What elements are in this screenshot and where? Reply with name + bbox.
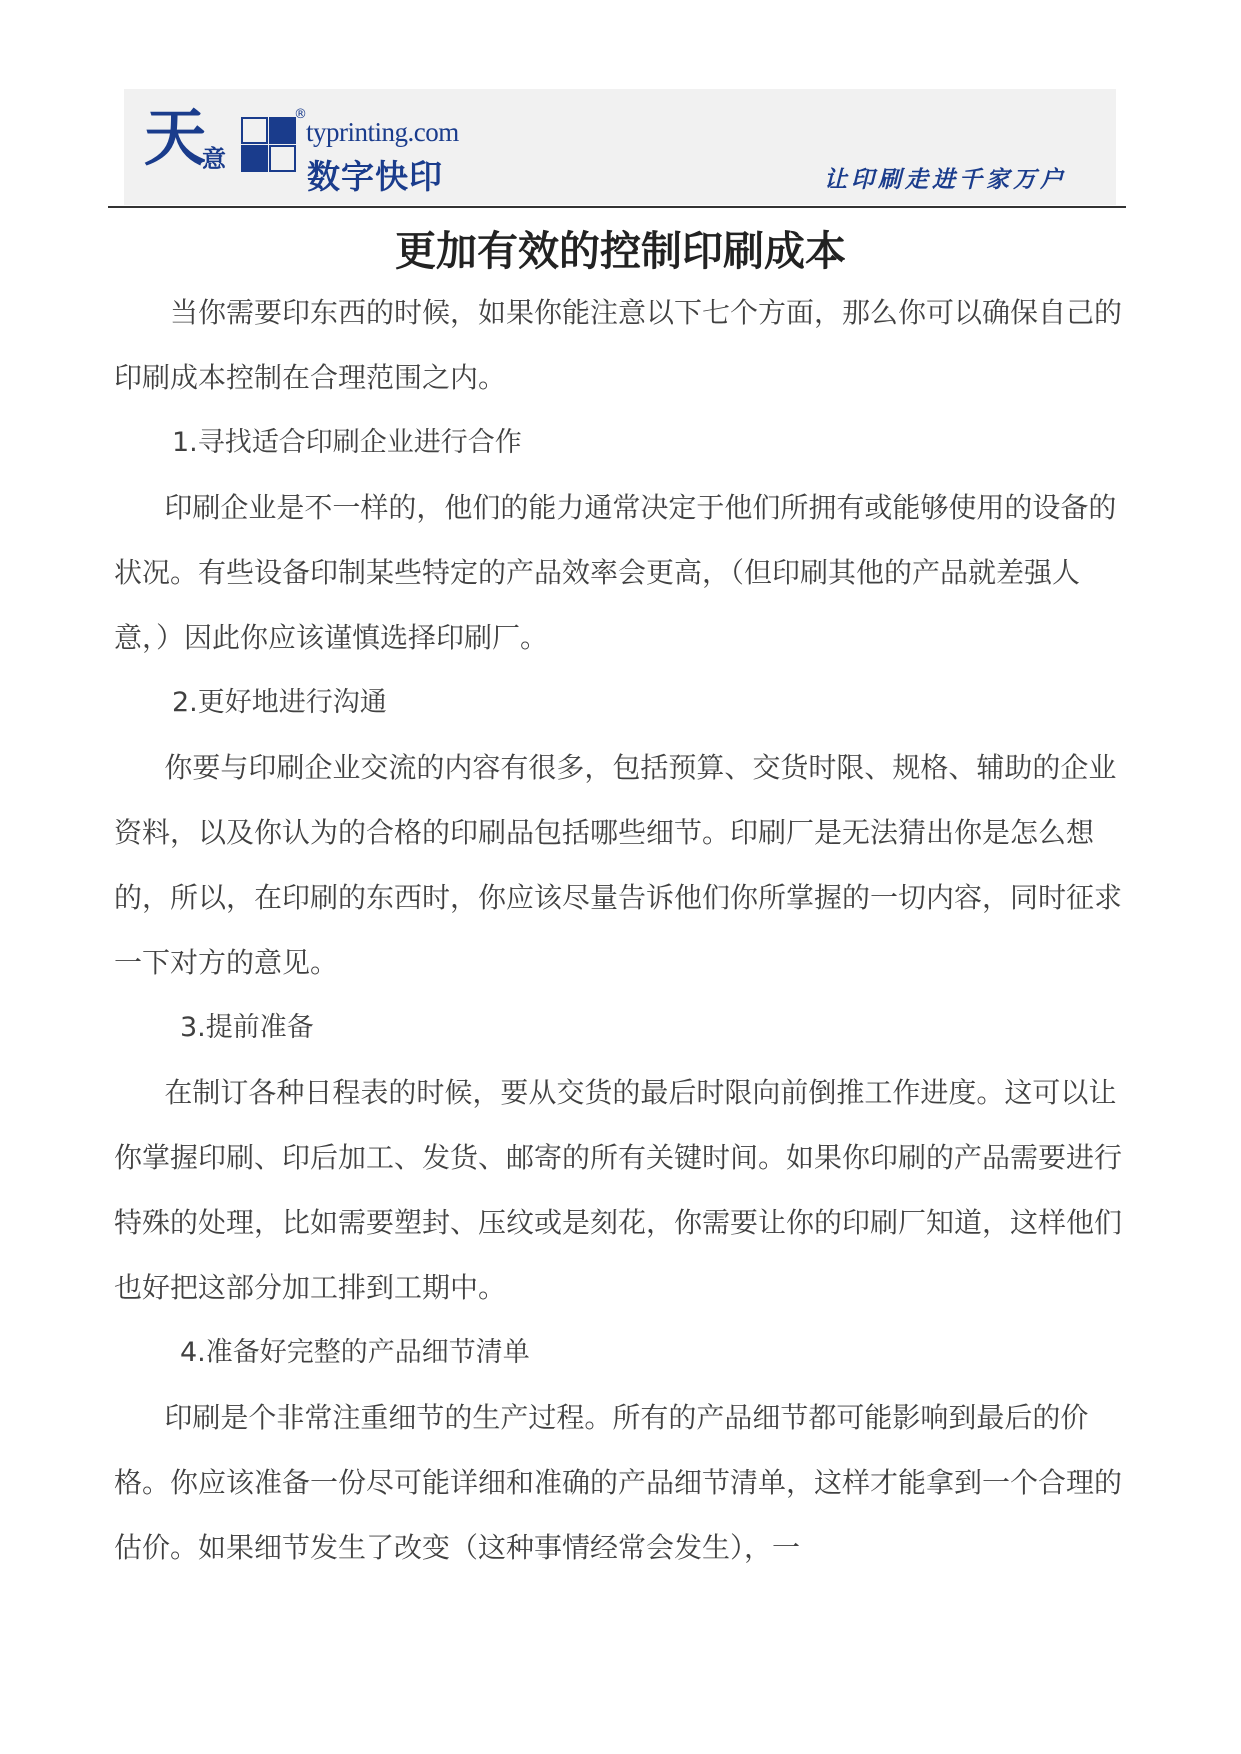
intro-paragraph: 当你需要印东西的时候，如果你能注意以下七个方面，那么你可以确保自己的印刷成本控制在合理范围之内。 [114,296,1123,394]
section-heading-2: 2.更好地进行沟通 [172,687,387,718]
logo-char-tian: 天 [144,101,207,174]
section-heading-4: 4.准备好完整的产品细节清单 [180,1337,530,1368]
section-heading-1: 1.寻找适合印刷企业进行合作 [172,427,522,458]
header-banner [124,89,1116,205]
header-divider [108,206,1126,208]
section-heading-3: 3.提前准备 [180,1012,314,1043]
section-body-3: 在制订各种日程表的时候，要从交货的最后时限向前倒推工作进度。这可以让你掌握印刷、印后加工、发货、邮寄的所有关键时间。如果你印刷的产品需要进行特殊的处理，比如需要塑封、压纹或是刻花，你需要让你的印刷厂知道，这样他们也好把这部分加工排到工期中。 [114,1076,1123,1304]
logo-char-yi: 意 [202,144,226,173]
logo-checker-icon [241,117,297,173]
section-body-2: 你要与印刷企业交流的内容有很多，包括预算、交货时限、规格、辅助的企业资料，以及你认为的合格的印刷品包括哪些细节。印刷厂是无法猜出你是怎么想的，所以，在印刷的东西时，你应该尽量告诉他们你所掌握的一切内容，同时征求一下对方的意见。 [114,751,1123,979]
section-body-4: 印刷是个非常注重细节的生产过程。所有的产品细节都可能影响到最后的价格。你应该准备一份尽可能详细和准确的产品细节清单，这样才能拿到一个合理的估价。如果细节发生了改变（这种事情经常会发生），一 [114,1401,1123,1564]
section-body-1: 印刷企业是不一样的，他们的能力通常决定于他们所拥有或能够使用的设备的状况。有些设备印制某些特定的产品效率会更高，（但印刷其他的产品就差强人意，）因此你应该谨慎选择印刷厂。 [114,491,1117,654]
brand-name: 数字快印 [307,157,443,196]
brand-slogan: 让印刷走进千家万户 [824,166,1067,193]
document-title: 更加有效的控制印刷成本 [395,227,846,275]
registered-mark: ® [294,107,307,122]
brand-domain: typrinting.com [306,117,459,147]
document-body [114,280,1122,1580]
